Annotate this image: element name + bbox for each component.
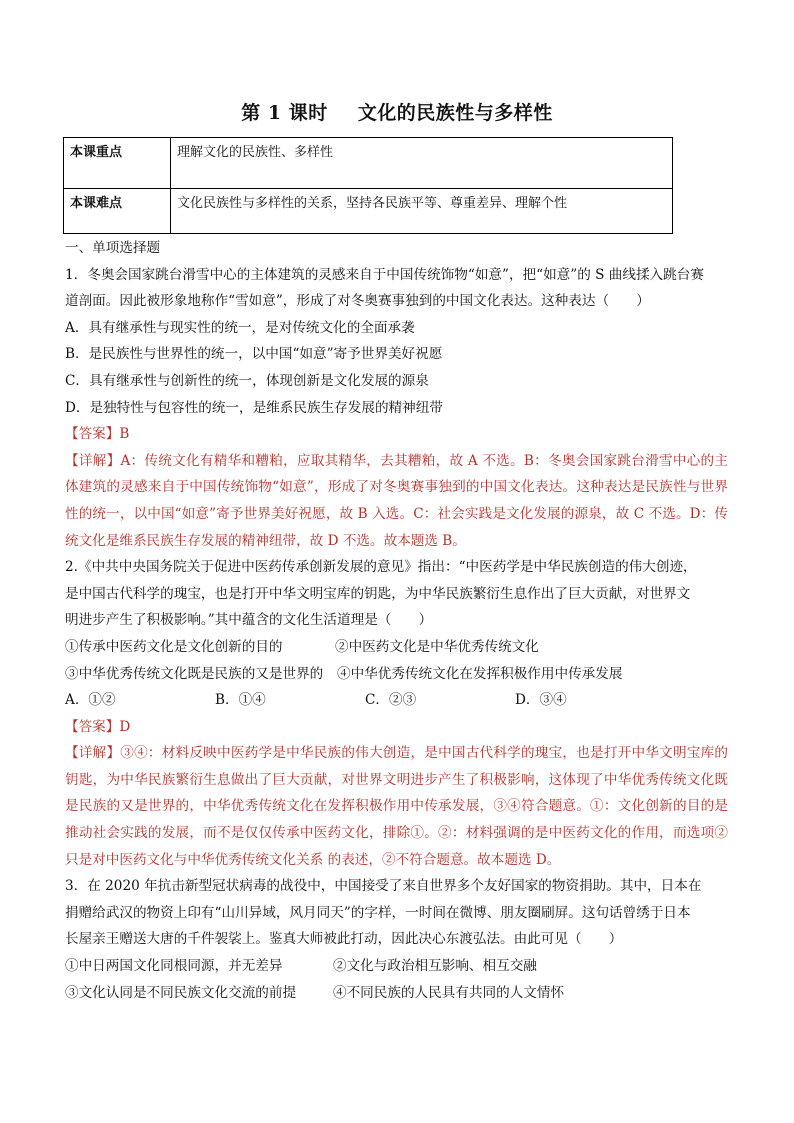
statement-2: ②文化与政治相互影响、相互交融: [333, 958, 537, 975]
statement-4: ④不同民族的人民具有共同的人文情怀: [333, 984, 565, 1001]
option-d: D．是独特性与包容性的统一，是维系民族生存发展的精神纽带: [65, 399, 443, 416]
lesson-focus-table: [63, 137, 673, 234]
page-title: [0, 98, 794, 125]
statement-row: [65, 953, 728, 980]
section-heading: 一、单项选择题: [65, 240, 161, 256]
choice-b: B．①④: [215, 692, 266, 709]
lesson-name: 文化的民族性与多样性: [357, 102, 553, 124]
table-row: [64, 189, 673, 234]
question-2: [65, 554, 728, 873]
statement-1: ①传承中医药文化是文化创新的目的: [65, 638, 283, 655]
explanation-text: ③④：材料反映中医药学是中华民族的伟大创造，是中国古代科学的瑰宝，也是打开中华文明宝库的钥匙，为中华民族繁衍生息做出了巨大贡献，对世界文明进步产生了积极影响，这体现了中华优秀传统文化既是民族的又是世界的，中华优秀传统文化在发挥积极作用中传承发展，③④符合题意。①：文化创新的目的是推动社会实践的发展，而不是仅仅传承中医药文化，排除①。②：材料强调的是中医药文化的作用，而选项②只是对中医药文化与中华优秀传统文化关系 的表述，②不符合题意。故本题选 D。: [65, 745, 729, 868]
option-a: A．具有继承性与现实性的统一，是对传统文化的全面承袭: [65, 319, 415, 336]
question-stem-line: 明进步产生了积极影响。”其中蕴含的文化生活道理是（ ）: [65, 612, 433, 629]
lesson-number: 第 1 课时: [241, 102, 328, 124]
option-b: B．是民族性与世界性的统一，以中国“如意”寄予世界美好祝愿: [65, 346, 443, 363]
choice-d: D．③④: [515, 692, 567, 709]
question-stem-line: 捐赠给武汉的物资上印有“山川异域，风月同天”的字样，一时间在微博、朋友圈刷屏。这句话曾绣于日本: [65, 904, 691, 921]
statement-4: ④中华优秀传统文化在发挥积极作用中传承发展: [337, 665, 623, 682]
answer: 【答案】B: [65, 426, 130, 443]
table-row: [64, 138, 673, 189]
statement-row: [65, 634, 728, 661]
difficulty-text: 文化民族性与多样性的关系，坚持各民族平等、尊重差异、理解个性: [171, 189, 673, 234]
explanation: [65, 448, 728, 554]
question-stem-line: 道剖面。因此被形象地称作“雪如意”，形成了对冬奥赛事独到的中国文化表达。这种表达（ ）: [65, 293, 650, 310]
statement-3: ③文化认同是不同民族文化交流的前提: [65, 984, 297, 1001]
choice-c: C．②③: [365, 692, 417, 709]
difficulty-label: 本课难点: [64, 189, 171, 234]
statement-row: [65, 661, 728, 688]
question-1: [65, 262, 728, 555]
question-body: [65, 235, 728, 1006]
key-point-text: 理解文化的民族性、多样性: [171, 138, 673, 189]
explanation-label: 【详解】: [65, 452, 121, 469]
answer: 【答案】D: [65, 718, 131, 735]
choice-row: [65, 687, 728, 714]
question-stem-line: 2.《中共中央国务院关于促进中医药传承创新发展的意见》指出：“中医药学是中华民族创造的伟大创迹，: [65, 559, 697, 576]
question-stem-line: 1．冬奥会国家跳台滑雪中心的主体建筑的灵感来自于中国传统饰物“如意”，把“如意”的 S 曲线揉入跳台赛: [65, 266, 704, 283]
key-point-label: 本课重点: [64, 138, 171, 189]
statement-3: ③中华优秀传统文化既是民族的又是世界的: [65, 665, 324, 682]
question-stem-line: 是中国古代科学的瑰宝，也是打开中华文明宝库的钥匙，为中华民族繁衍生息作出了巨大贡献，对世界文: [65, 585, 691, 602]
option-c: C．具有继承性与创新性的统一，体现创新是文化发展的源泉: [65, 372, 429, 389]
question-3: [65, 873, 728, 1006]
explanation-label: 【详解】: [65, 745, 121, 762]
statement-row: [65, 980, 728, 1007]
explanation-text: A：传统文化有精华和糟粕，应取其精华，去其糟粕，故 A 不选。B：冬奥会国家跳台滑雪中心的主体建筑的灵感来自于中国传统饰物“如意”，形成了对冬奥赛事独到的中国文化表达。这种表达是民族性与世界性的统一，以中国“如意”寄予世界美好祝愿，故 B 入选。C：社会实践是文化发展的源泉，故 C 不选。D：传统文化是维系民族生存发展的精神纽带，故 D 不选。故本题选 B。: [65, 452, 729, 549]
statement-1: ①中日两国文化同根同源，并无差异: [65, 958, 283, 975]
statement-2: ②中医药文化是中华优秀传统文化: [335, 638, 539, 655]
question-stem-line: 3．在 2020 年抗击新型冠状病毒的战役中，中国接受了来自世界多个友好国家的物资捐助。其中，日本在: [65, 878, 702, 895]
choice-a: A．①②: [65, 692, 116, 709]
question-stem-line: 长屋亲王赠送大唐的千件袈裟上。鉴真大师被此打动，因此决心东渡弘法。由此可见（ ）: [65, 931, 623, 948]
explanation: [65, 740, 728, 873]
